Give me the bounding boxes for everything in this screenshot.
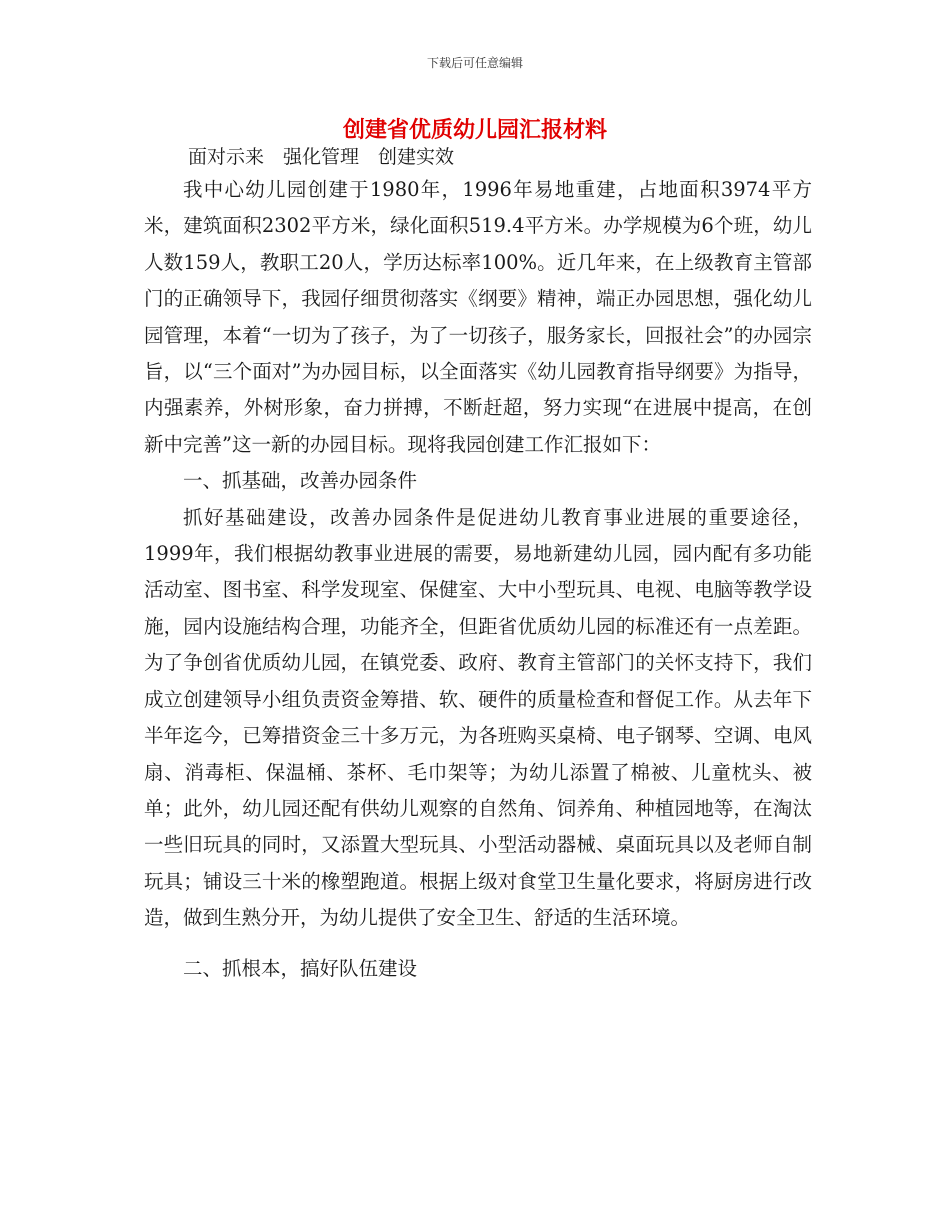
paragraph-intro: 我中心幼儿园创建于1980年，1996年易地重建，占地面积3974平方米，建筑面积2302平方米，绿化面积519.4平方米。办学规模为6个班，幼儿人数159人，教职工20人，学历达标率100%。近几年来，在上级教育主管部门的正确领导下，我园仔细贯彻落实《纲要》精神，端正办园思想，强化幼儿园管理，本着“一切为了孩子，为了一切孩子，服务家长，回报社会”的办园宗旨，以“三个面对”为办园目标，以全面落实《幼儿园教育指导纲要》为指导，内强素养，外树形象，奋力拼搏，不断赶超，努力实现“在进展中提高，在创新中完善”这一新的办园目标。现将我园创建工作汇报如下： — [144, 178, 812, 456]
header-note: 下载后可任意编辑 — [426, 56, 523, 70]
document-subtitle: 面对示来 强化管理 创建实效 — [188, 146, 455, 168]
paragraph-section-1: 抓好基础建设，改善办园条件是促进幼儿教育事业进展的重要途径，1999年，我们根据幼教事业进展的需要，易地新建幼儿园，园内配有多功能活动室、图书室、科学发现室、保健室、大中小型玩具、电视、电脑等教学设施，园内设施结构合理，功能齐全，但距省优质幼儿园的标准还有一点差距。为了争创省优质幼儿园，在镇党委、政府、教育主管部门的关怀支持下，我们成立创建领导小组负责资金筹措、软、硬件的质量检查和督促工作。从去年下半年迄今，已筹措资金三十多万元，为各班购买桌椅、电子钢琴、空调、电风扇、消毒柜、保温桶、茶杯、毛巾架等；为幼儿添置了棉被、儿童枕头、被单；此外，幼儿园还配有供幼儿观察的自然角、饲养角、种植园地等，在淘汰一些旧玩具的同时，又添置大型玩具、小型活动器械、桌面玩具以及老师自制玩具；铺设三十米的橡塑跑道。根据上级对食堂卫生量化要求，将厨房进行改造，做到生熟分开，为幼儿提供了安全卫生、舒适的生活环境。 — [144, 505, 812, 930]
section-heading-2: 二、抓根本，搞好队伍建设 — [183, 956, 418, 980]
section-heading-1: 一、抓基础，改善办园条件 — [183, 469, 418, 493]
document-title: 创建省优质幼儿园汇报材料 — [342, 118, 607, 143]
body-text — [144, 172, 812, 987]
